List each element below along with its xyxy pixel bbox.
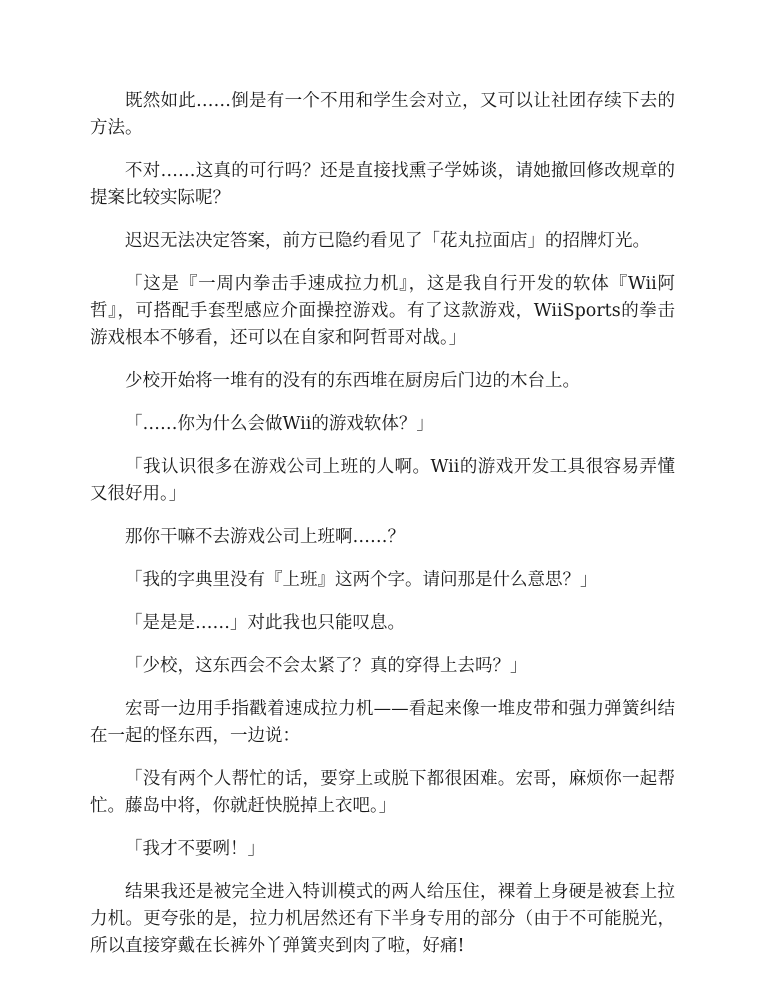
paragraph: 既然如此……倒是有一个不用和学生会对立，又可以让社团存续下去的方法。 (90, 91, 675, 138)
paragraph: 宏哥一边用手指戳着速成拉力机——看起来像一堆皮带和强力弹簧纠结在一起的怪东西，一边说： (90, 699, 675, 746)
paragraph: 「我的字典里没有『上班』这两个字。请问那是什么意思？」 (125, 570, 598, 590)
paragraph: 「少校，这东西会不会太紧了？真的穿得上去吗？」 (125, 656, 528, 676)
paragraph: 「没有两个人帮忙的话，要穿上或脱下都很困难。宏哥，麻烦你一起帮忙。藤岛中将，你就赶快脱掉上衣吧。」 (90, 769, 675, 816)
paragraph: 少校开始将一堆有的没有的东西堆在厨房后门边的木台上。 (125, 371, 580, 391)
paragraph: 「我才不要咧！」 (125, 839, 265, 859)
paragraph: 那你干嘛不去游戏公司上班啊……？ (125, 527, 405, 547)
paragraph: 「是是是……」对此我也只能叹息。 (125, 613, 405, 633)
paragraph: 「这是『一周内拳击手速成拉力机』，这是我自行开发的软体『Wii阿哲』，可搭配手套型感应介面操控游戏。有了这款游戏，WiiSports的拳击游戏根本不够看，还可以在自家和阿哲哥对战。」 (90, 274, 675, 348)
paragraph: 迟迟无法决定答案，前方已隐约看见了「花丸拉面店」的招牌灯光。 (125, 231, 650, 251)
paragraph: 「……你为什么会做Wii的游戏软体？」 (125, 414, 434, 434)
paragraph: 结果我还是被完全进入特训模式的两人给压住，裸着上身硬是被套上拉力机。更夸张的是，拉力机居然还有下半身专用的部分（由于不可能脱光，所以直接穿戴在长裤外丫弹簧夹到肉了啦，好痛! (90, 882, 675, 956)
page-body (90, 88, 675, 976)
paragraph: 不对……这真的可行吗？还是直接找熏子学姊谈，请她撤回修改规章的提案比较实际呢？ (90, 161, 675, 208)
paragraph: 「我认识很多在游戏公司上班的人啊。Wii的游戏开发工具很容易弄懂又很好用。」 (90, 457, 675, 504)
